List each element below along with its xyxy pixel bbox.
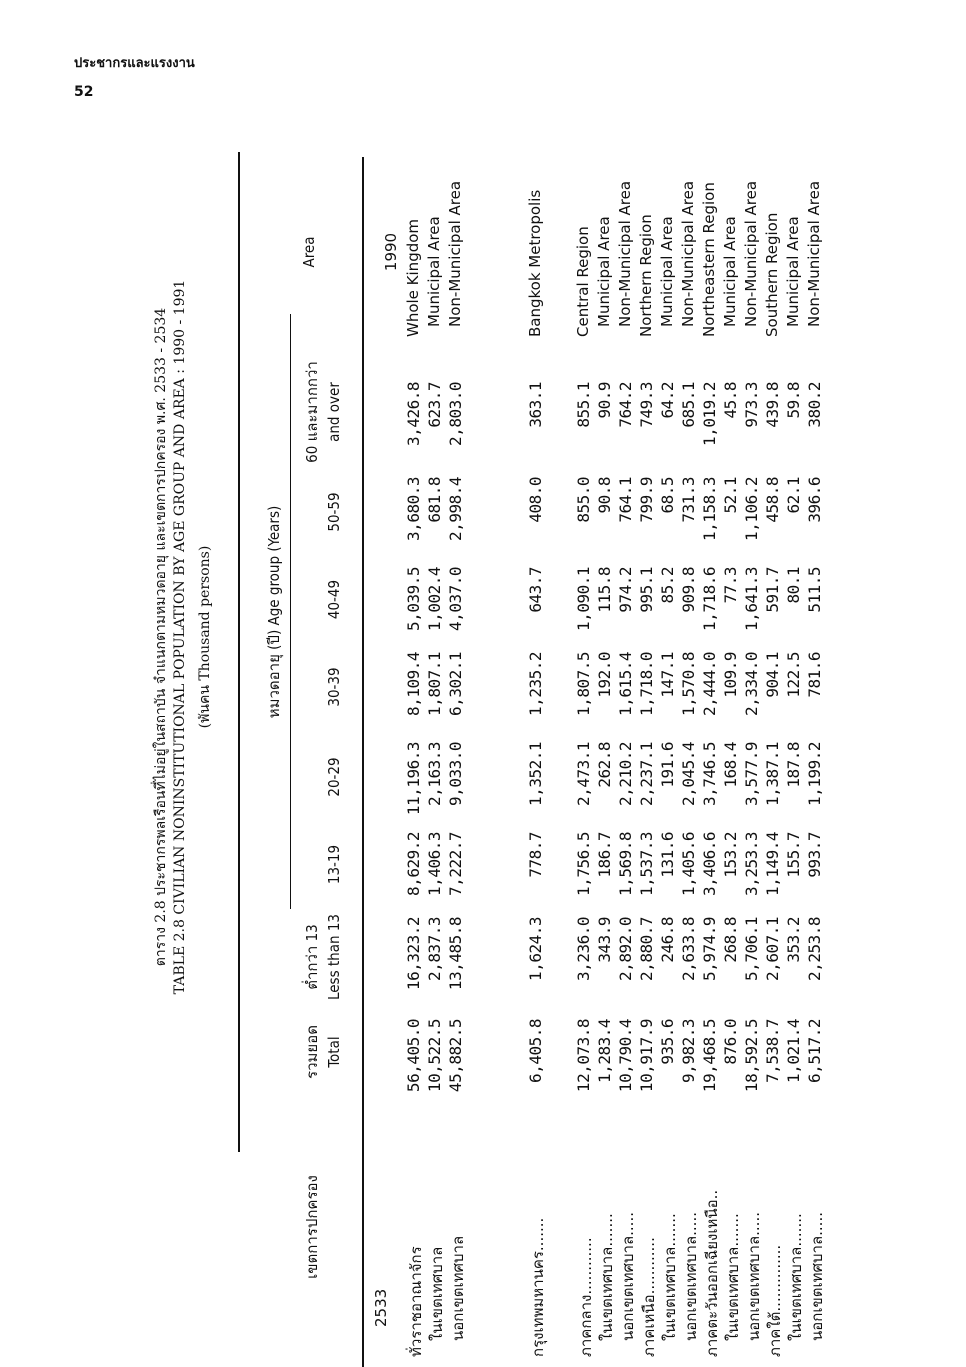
table-cell: 3,236.0 [574, 917, 593, 981]
table-cell: 1,807.5 [574, 652, 593, 716]
table-cell: 1,158.3 [700, 477, 719, 541]
table-cell: 16,323.2 [404, 917, 423, 991]
row-label-english: Municipal Area [595, 216, 613, 327]
col-60-over-thai: 60 และมากกว่า [303, 361, 321, 463]
table-cell: 56,405.0 [404, 1019, 423, 1093]
col-age-group: หมวดอายุ (ปี) Age group (Years) [265, 505, 283, 719]
table-cell: 1,106.2 [742, 477, 761, 541]
table-cell: 85.2 [658, 567, 677, 604]
table-cell: 153.2 [721, 832, 740, 878]
age-group-rule [290, 314, 291, 909]
table-cell: 191.6 [658, 742, 677, 788]
table-cell: 8,629.2 [404, 832, 423, 896]
table-cell: 1,283.4 [595, 1019, 614, 1083]
table-cell: 6,517.2 [805, 1019, 824, 1083]
table-cell: 1,569.8 [616, 832, 635, 896]
table-cell: 12,073.8 [574, 1019, 593, 1093]
table-cell: 1,235.2 [526, 652, 545, 716]
header-bottom-rule [362, 157, 364, 1367]
table-cell: 9,033.0 [446, 742, 465, 806]
row-label-thai: นอกเขตเทศบาล..... [745, 1212, 763, 1341]
table-cell: 192.0 [595, 652, 614, 698]
table-cell: 5,706.1 [742, 917, 761, 981]
row-label-thai: ทั่วราชอาณาจักร [407, 1246, 425, 1357]
table-cell: 5,974.9 [700, 917, 719, 981]
table-cell: 380.2 [805, 382, 824, 428]
table-cell: 11,196.3 [404, 742, 423, 816]
row-label-english: Non-Municipal Area [679, 180, 697, 327]
table-cell: 4,037.0 [446, 567, 465, 631]
table-cell: 353.2 [784, 917, 803, 963]
table-cell: 749.3 [637, 382, 656, 428]
table-cell: 1,090.1 [574, 567, 593, 631]
table-cell: 131.6 [658, 832, 677, 878]
table-cell: 262.8 [595, 742, 614, 788]
table-cell: 3,406.6 [700, 832, 719, 896]
table-cell: 1,641.3 [742, 567, 761, 631]
table-cell: 764.2 [616, 382, 635, 428]
top-rule [238, 152, 240, 1152]
table-cell: 10,522.5 [425, 1019, 444, 1093]
table-cell: 2,163.3 [425, 742, 444, 806]
table-cell: 2,473.1 [574, 742, 593, 806]
row-label-thai: นอกเขตเทศบาล..... [619, 1212, 637, 1341]
table-cell: 1,718.6 [700, 567, 719, 631]
col-20-29: 20-29 [325, 757, 343, 797]
table-cell: 147.1 [658, 652, 677, 698]
col-less13-english: Less than 13 [325, 913, 343, 1001]
table-cell: 2,892.0 [616, 917, 635, 981]
running-title: ประชากรและแรงงาน [74, 56, 195, 71]
row-label-thai: ในเขตเทศบาล....... [787, 1213, 805, 1341]
col-area-english: Area [300, 236, 318, 268]
table-cell: 2,880.7 [637, 917, 656, 981]
table-cell: 935.6 [658, 1019, 677, 1065]
table-cell: 90.9 [595, 382, 614, 419]
table-cell: 10,917.9 [637, 1019, 656, 1093]
row-label-english: Non-Municipal Area [446, 180, 464, 327]
table-cell: 2,237.1 [637, 742, 656, 806]
table-cell: 685.1 [679, 382, 698, 428]
row-label-thai: นอกเขตเทศบาล [449, 1235, 467, 1341]
row-label-english: Whole Kingdom [404, 218, 422, 337]
table-cell: 10,790.4 [616, 1019, 635, 1093]
table-cell: 187.8 [784, 742, 803, 788]
table-cell: 855.1 [574, 382, 593, 428]
table-cell: 9,982.3 [679, 1019, 698, 1083]
table-cell: 68.5 [658, 477, 677, 514]
table-cell: 155.7 [784, 832, 803, 878]
table-cell: 681.8 [425, 477, 444, 523]
table-cell: 1,570.8 [679, 652, 698, 716]
row-label-thai: ในเขตเทศบาล....... [661, 1213, 679, 1341]
table-cell: 52.1 [721, 477, 740, 514]
row-label-thai: ในเขตเทศบาล....... [724, 1213, 742, 1341]
row-label-thai: กรุงเทพมหานคร....... [529, 1217, 547, 1357]
table-cell: 2,253.8 [805, 917, 824, 981]
table-cell: 439.8 [763, 382, 782, 428]
table-cell: 1,624.3 [526, 917, 545, 981]
table-cell: 781.6 [805, 652, 824, 698]
table-cell: 643.7 [526, 567, 545, 613]
table-cell: 90.8 [595, 477, 614, 514]
table-cell: 1,021.4 [784, 1019, 803, 1083]
col-40-49: 40-49 [325, 579, 343, 620]
table-cell: 1,002.4 [425, 567, 444, 631]
table-cell: 778.7 [526, 832, 545, 878]
table-cell: 62.1 [784, 477, 803, 514]
table-cell: 5,039.5 [404, 567, 423, 631]
row-label-english: Northeastern Region [700, 182, 718, 337]
table-cell: 973.3 [742, 382, 761, 428]
table-cell: 1,807.1 [425, 652, 444, 716]
table-cell: 2,045.4 [679, 742, 698, 806]
table-cell: 2,210.2 [616, 742, 635, 806]
table-cell: 904.1 [763, 652, 782, 698]
row-label-thai: นอกเขตเทศบาล..... [808, 1212, 826, 1341]
table-cell: 2,633.8 [679, 917, 698, 981]
table-cell: 764.1 [616, 477, 635, 523]
table-cell: 3,253.3 [742, 832, 761, 896]
table-cell: 186.7 [595, 832, 614, 878]
col-50-59: 50-59 [325, 492, 343, 532]
table-cell: 1,718.0 [637, 652, 656, 716]
row-label-thai: ในเขตเทศบาล....... [598, 1213, 616, 1341]
year-label-thai: 2533 [372, 1288, 390, 1327]
table-cell: 6,405.8 [526, 1019, 545, 1083]
row-label-thai: ในเขตเทศบาล [428, 1246, 446, 1341]
table-cell: 3,577.9 [742, 742, 761, 806]
table-cell: 168.4 [721, 742, 740, 788]
row-label-english: Non-Municipal Area [742, 180, 760, 327]
row-label-english: Municipal Area [658, 216, 676, 327]
row-label-english: Central Region [574, 226, 592, 337]
table-cell: 2,607.1 [763, 917, 782, 981]
table-cell: 995.1 [637, 567, 656, 613]
table-cell: 45.8 [721, 382, 740, 419]
table-cell: 1,405.6 [679, 832, 698, 896]
table-cell: 591.7 [763, 567, 782, 613]
table-cell: 3,746.5 [700, 742, 719, 806]
table-cell: 109.9 [721, 652, 740, 698]
table-cell: 59.8 [784, 382, 803, 419]
table-cell: 974.2 [616, 567, 635, 613]
row-label-english: Northern Region [637, 214, 655, 337]
table-cell: 7,538.7 [763, 1019, 782, 1083]
row-label-thai: ภาคกลาง............ [577, 1237, 595, 1357]
table-cell: 363.1 [526, 382, 545, 428]
col-total-thai: รวมยอด [303, 1025, 321, 1079]
row-label-thai: นอกเขตเทศบาล..... [682, 1212, 700, 1341]
table-cell: 1,537.3 [637, 832, 656, 896]
table-cell: 1,352.1 [526, 742, 545, 806]
table-cell: 8,109.4 [404, 652, 423, 716]
table-cell: 876.0 [721, 1019, 740, 1065]
table-cell: 2,837.3 [425, 917, 444, 981]
table-cell: 6,302.1 [446, 652, 465, 716]
table-cell: 1,615.4 [616, 652, 635, 716]
row-label-english: Municipal Area [425, 216, 443, 327]
row-label-thai: ภาคเหนือ............ [640, 1237, 658, 1357]
table-cell: 1,149.4 [763, 832, 782, 896]
table-cell: 80.1 [784, 567, 803, 604]
table-cell: 45,882.5 [446, 1019, 465, 1093]
table-unit-note: (พันคน Thousand persons) [197, 545, 213, 729]
table-cell: 122.5 [784, 652, 803, 698]
col-30-39: 30-39 [325, 667, 343, 707]
table-cell: 64.2 [658, 382, 677, 419]
table-cell: 1,199.2 [805, 742, 824, 806]
row-label-thai: ภาคใต้.............. [766, 1244, 784, 1357]
col-60-over-english: and over [325, 382, 343, 442]
table-cell: 2,803.0 [446, 382, 465, 446]
table-cell: 855.0 [574, 477, 593, 523]
col-13-19: 13-19 [325, 844, 343, 885]
table-title-thai: ตาราง 2.8 ประชากรพลเรือนที่ไม่อยู่ในสถาบัน จำแนกตามหมวดอายุ และเขตการปกครอง พ.ศ. 2533 - 2534 [153, 307, 169, 967]
table-cell: 799.9 [637, 477, 656, 523]
table-cell: 2,334.0 [742, 652, 761, 716]
table-cell: 19,468.5 [700, 1019, 719, 1093]
table-cell: 2,444.0 [700, 652, 719, 716]
table-cell: 1,019.2 [700, 382, 719, 446]
col-less13-thai: ต่ำกว่า 13 [303, 924, 321, 990]
col-total-english: Total [325, 1036, 343, 1068]
table-cell: 268.8 [721, 917, 740, 963]
year-label-english: 1990 [382, 232, 400, 272]
row-label-english: Non-Municipal Area [805, 180, 823, 327]
table-cell: 2,998.4 [446, 477, 465, 541]
table-cell: 3,426.8 [404, 382, 423, 446]
table-cell: 1,756.5 [574, 832, 593, 896]
row-label-thai: ภาคตะวันออกเฉียงเหนือ.. [703, 1189, 721, 1357]
row-label-english: Municipal Area [784, 216, 802, 327]
table-cell: 731.3 [679, 477, 698, 523]
table-cell: 246.8 [658, 917, 677, 963]
table-cell: 511.5 [805, 567, 824, 613]
table-cell: 1,387.1 [763, 742, 782, 806]
table-cell: 408.0 [526, 477, 545, 523]
row-label-english: Municipal Area [721, 216, 739, 327]
table-cell: 993.7 [805, 832, 824, 878]
table-cell: 7,222.7 [446, 832, 465, 896]
table-title-english: TABLE 2.8 CIVILIAN NONINSTITUTIONAL POPULATION BY AGE GROUP AND AREA : 1990 - 1991 [172, 279, 188, 995]
page-number: 52 [74, 84, 94, 100]
table-cell: 115.8 [595, 567, 614, 613]
row-label-english: Bangkok Metropolis [526, 189, 544, 337]
col-area-thai: เขตการปกครอง [303, 1175, 321, 1279]
row-label-english: Non-Municipal Area [616, 180, 634, 327]
table-cell: 18,592.5 [742, 1019, 761, 1093]
table-cell: 343.9 [595, 917, 614, 963]
table-cell: 396.6 [805, 477, 824, 523]
table-cell: 458.8 [763, 477, 782, 523]
table-cell: 13,485.8 [446, 917, 465, 991]
table-cell: 1,406.3 [425, 832, 444, 896]
table-cell: 909.8 [679, 567, 698, 613]
table-cell: 3,680.3 [404, 477, 423, 541]
table-cell: 77.3 [721, 567, 740, 604]
table-cell: 623.7 [425, 382, 444, 428]
row-label-english: Southern Region [763, 212, 781, 337]
